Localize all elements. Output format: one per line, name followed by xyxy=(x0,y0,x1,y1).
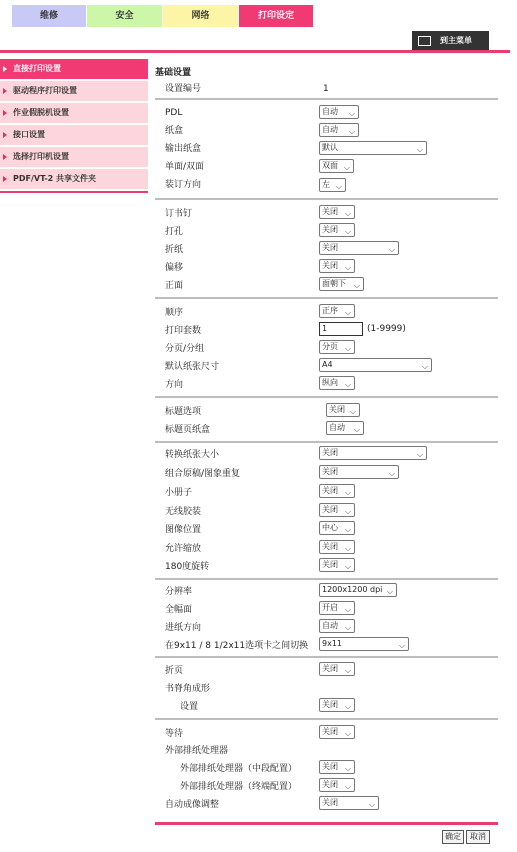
chevron-down-icon: ⌵ xyxy=(344,764,351,773)
chevron-down-icon: ⌵ xyxy=(348,109,355,118)
auto-adjust-value: 关闭 xyxy=(322,798,338,807)
sidebar-item-interface[interactable] xyxy=(0,125,148,145)
order-label: 顺序 xyxy=(165,308,184,318)
pdl-label: PDL xyxy=(165,108,183,118)
chevron-down-icon: ⌵ xyxy=(335,182,342,191)
allow-zoom-select[interactable] xyxy=(319,540,355,554)
output-tray-value: 默认 xyxy=(322,143,338,152)
chevron-down-icon: ⌵ xyxy=(344,525,351,534)
chevron-down-icon: ⌵ xyxy=(368,800,375,809)
switch-9x11-label: 在9x11 / 8 1/2x11选项卡之间切换 xyxy=(165,641,309,651)
sidebar-divider xyxy=(0,191,148,193)
main-menu-label: 到主菜单 xyxy=(440,36,472,45)
face-select[interactable] xyxy=(319,277,364,291)
chevron-down-icon: ⌵ xyxy=(416,450,423,459)
order-select[interactable] xyxy=(319,304,355,318)
chevron-down-icon: ⌵ xyxy=(344,729,351,738)
arrow-right-icon xyxy=(3,154,7,160)
duplex-label: 单面/双面 xyxy=(165,162,205,172)
chevron-down-icon: ⌵ xyxy=(344,666,351,675)
arrow-right-icon xyxy=(3,88,7,94)
allow-zoom-value: 关闭 xyxy=(322,542,338,551)
ext-end-select[interactable] xyxy=(319,778,355,792)
perfect-bind-select[interactable] xyxy=(319,503,355,517)
chevron-down-icon: ⌵ xyxy=(343,163,350,172)
copies-label: 打印套数 xyxy=(165,326,202,336)
sidebar-item-printer-select[interactable] xyxy=(0,147,148,167)
section-divider xyxy=(155,441,498,443)
setting-number-value: 1 xyxy=(323,84,329,94)
chevron-down-icon: ⌵ xyxy=(388,245,395,254)
section-divider xyxy=(155,396,498,398)
combine-select[interactable] xyxy=(319,465,399,479)
image-pos-label: 图像位置 xyxy=(165,525,202,535)
sidebar-item-label: 接口设置 xyxy=(13,130,45,139)
wait-label: 等待 xyxy=(165,729,184,739)
feed-dir-label: 进纸方向 xyxy=(165,623,202,633)
chevron-down-icon: ⌵ xyxy=(344,605,351,614)
resolution-value: 1200x1200 dpi xyxy=(322,585,383,594)
section-divider xyxy=(155,718,498,720)
header-divider xyxy=(0,50,510,53)
pdl-value: 自动 xyxy=(322,107,338,116)
default-size-value: A4 xyxy=(322,360,333,369)
offset-select[interactable] xyxy=(319,259,355,273)
default-size-label: 默认纸张尺寸 xyxy=(165,362,220,372)
sidebar-item-driver-print[interactable] xyxy=(0,81,148,101)
orientation-select[interactable] xyxy=(319,376,355,390)
convert-size-label: 转换纸张大小 xyxy=(165,450,220,460)
arrow-right-icon xyxy=(3,176,7,182)
sidebar-item-spool[interactable] xyxy=(0,103,148,123)
fold-select[interactable] xyxy=(319,241,399,255)
collate-label: 分页/分组 xyxy=(165,344,205,354)
sidebar-item-direct-print[interactable] xyxy=(0,59,148,79)
sidebar-item-label: PDF/VT-2 共享文件夹 xyxy=(13,174,97,183)
arrow-right-icon xyxy=(3,132,7,138)
duplex-value: 双面 xyxy=(322,161,338,170)
orientation-value: 纵向 xyxy=(322,378,338,387)
tray-value: 自动 xyxy=(322,125,338,134)
chevron-down-icon: ⌵ xyxy=(416,145,423,154)
collate-value: 分页 xyxy=(322,342,338,351)
binding-label: 装订方向 xyxy=(165,180,202,190)
orientation-label: 方向 xyxy=(165,380,184,390)
chevron-down-icon: ⌵ xyxy=(344,344,351,353)
ext-mid-label: 外部排纸处理器（中段配置） xyxy=(180,764,298,774)
full-bleed-select[interactable] xyxy=(319,601,355,615)
chevron-down-icon: ⌵ xyxy=(353,281,360,290)
fold-value: 关闭 xyxy=(322,243,338,252)
offset-value: 关闭 xyxy=(322,261,338,270)
perfect-bind-label: 无线胶装 xyxy=(165,507,202,517)
banner-tray-value: 自动 xyxy=(329,423,345,432)
banner-tray-label: 标题页纸盒 xyxy=(165,425,211,435)
spine-label: 书脊角成形 xyxy=(165,684,211,694)
chevron-down-icon: ⌵ xyxy=(344,308,351,317)
chevron-down-icon: ⌵ xyxy=(344,544,351,553)
staple-value: 关闭 xyxy=(322,207,338,216)
tab-print-settings[interactable]: 打印设定 xyxy=(239,5,313,27)
feed-dir-select[interactable] xyxy=(319,619,355,633)
rotate180-value: 关闭 xyxy=(322,560,338,569)
tab-network[interactable]: 网络 xyxy=(163,5,238,27)
banner-label: 标题选项 xyxy=(165,407,202,417)
chevron-down-icon: ⌵ xyxy=(344,263,351,272)
tray-label: 纸盒 xyxy=(165,126,184,136)
fold-page-label: 折页 xyxy=(165,666,184,676)
chevron-down-icon: ⌵ xyxy=(421,362,428,371)
tab-security[interactable]: 安全 xyxy=(87,5,162,27)
chevron-down-icon: ⌵ xyxy=(353,425,360,434)
chevron-down-icon: ⌵ xyxy=(344,488,351,497)
switch-9x11-select[interactable] xyxy=(319,637,409,651)
punch-label: 打孔 xyxy=(165,227,184,237)
ext-mid-value: 关闭 xyxy=(322,762,338,771)
output-tray-label: 输出纸盒 xyxy=(165,144,202,154)
banner-value: 关闭 xyxy=(329,405,345,414)
main-menu-button[interactable] xyxy=(412,31,489,50)
full-bleed-label: 全幅面 xyxy=(165,605,193,615)
offset-label: 偏移 xyxy=(165,263,184,273)
chevron-down-icon: ⌵ xyxy=(344,209,351,218)
punch-value: 关闭 xyxy=(322,225,338,234)
chevron-down-icon: ⌵ xyxy=(398,641,405,650)
wait-value: 关闭 xyxy=(322,727,338,736)
auto-adjust-select[interactable] xyxy=(319,796,379,810)
section-divider xyxy=(155,656,498,658)
setting-number-label: 设置编号 xyxy=(165,84,202,94)
face-label: 正面 xyxy=(165,281,184,291)
image-pos-value: 中心 xyxy=(322,523,338,532)
copies-range: (1-9999) xyxy=(367,324,406,334)
convert-size-value: 关闭 xyxy=(322,448,338,457)
footer-divider xyxy=(155,822,498,825)
arrow-right-icon xyxy=(3,110,7,116)
resolution-label: 分辨率 xyxy=(165,587,193,597)
ext-mid-select[interactable] xyxy=(319,760,355,774)
section-divider xyxy=(155,297,498,299)
chevron-down-icon: ⌵ xyxy=(344,623,351,632)
chevron-down-icon: ⌵ xyxy=(344,380,351,389)
chevron-down-icon: ⌵ xyxy=(386,587,393,596)
chevron-down-icon: ⌵ xyxy=(344,782,351,791)
chevron-down-icon: ⌵ xyxy=(388,469,395,478)
rotate180-select[interactable] xyxy=(319,558,355,572)
ext-end-value: 关闭 xyxy=(322,780,338,789)
convert-size-select[interactable] xyxy=(319,446,427,460)
pdl-select[interactable] xyxy=(319,105,359,119)
wait-select[interactable] xyxy=(319,725,355,739)
menu-icon xyxy=(418,36,431,46)
arrow-right-icon xyxy=(3,66,7,72)
tray-select[interactable] xyxy=(319,123,359,137)
chevron-down-icon: ⌵ xyxy=(348,127,355,136)
fold-page-value: 关闭 xyxy=(322,664,338,673)
chevron-down-icon: ⌵ xyxy=(349,407,356,416)
copies-input[interactable]: 1 xyxy=(319,322,363,336)
chevron-down-icon: ⌵ xyxy=(344,702,351,711)
section-divider xyxy=(155,198,498,200)
ok-button[interactable]: 确定 xyxy=(442,830,464,844)
staple-label: 订书钉 xyxy=(165,209,193,219)
chevron-down-icon: ⌵ xyxy=(344,562,351,571)
switch-9x11-value: 9x11 xyxy=(322,639,343,648)
booklet-label: 小册子 xyxy=(165,488,193,498)
collate-select[interactable] xyxy=(319,340,355,354)
sidebar xyxy=(0,59,148,193)
sidebar-item-label: 直接打印设置 xyxy=(13,64,61,73)
image-pos-select[interactable] xyxy=(319,521,355,535)
punch-select[interactable] xyxy=(319,223,355,237)
ext-finisher-label: 外部排纸处理器 xyxy=(165,746,229,756)
staple-select[interactable] xyxy=(319,205,355,219)
face-value: 面朝下 xyxy=(322,279,346,288)
ext-end-label: 外部排纸处理器（终端配置） xyxy=(180,782,298,792)
combine-value: 关闭 xyxy=(322,467,338,476)
auto-adjust-label: 自动成像调整 xyxy=(165,800,220,810)
feed-dir-value: 自动 xyxy=(322,621,338,630)
spine-setting-select[interactable] xyxy=(319,698,355,712)
sidebar-item-label: 选择打印机设置 xyxy=(13,152,69,161)
perfect-bind-value: 关闭 xyxy=(322,505,338,514)
section-divider xyxy=(155,98,498,100)
binding-value: 左 xyxy=(322,180,330,189)
allow-zoom-label: 允许缩放 xyxy=(165,544,202,554)
tab-maintenance[interactable]: 维修 xyxy=(12,5,86,27)
sidebar-item-label: 作业假脱机设置 xyxy=(13,108,69,117)
page-title: 基础设置 xyxy=(155,68,192,78)
full-bleed-value: 开启 xyxy=(322,603,338,612)
resolution-select[interactable] xyxy=(319,583,397,597)
section-divider xyxy=(155,578,498,580)
default-size-select[interactable] xyxy=(319,358,432,372)
chevron-down-icon: ⌵ xyxy=(344,507,351,516)
rotate180-label: 180度旋转 xyxy=(165,562,210,572)
cancel-button[interactable]: 取消 xyxy=(466,830,490,844)
banner-select[interactable] xyxy=(326,403,360,417)
order-value: 正序 xyxy=(322,306,338,315)
chevron-down-icon: ⌵ xyxy=(344,227,351,236)
sidebar-item-label: 驱动程序打印设置 xyxy=(13,86,77,95)
duplex-select[interactable] xyxy=(319,159,354,173)
booklet-select[interactable] xyxy=(319,484,355,498)
sidebar-item-pdfvt-folder[interactable] xyxy=(0,169,148,189)
combine-label: 组合原稿/图象重复 xyxy=(165,469,241,479)
spine-setting-label: 设置 xyxy=(180,702,199,712)
binding-select[interactable] xyxy=(319,178,346,192)
output-tray-select[interactable] xyxy=(319,141,427,155)
booklet-value: 关闭 xyxy=(322,486,338,495)
fold-label: 折纸 xyxy=(165,245,184,255)
banner-tray-select[interactable] xyxy=(326,421,364,435)
spine-setting-value: 关闭 xyxy=(322,700,338,709)
fold-page-select[interactable] xyxy=(319,662,355,676)
